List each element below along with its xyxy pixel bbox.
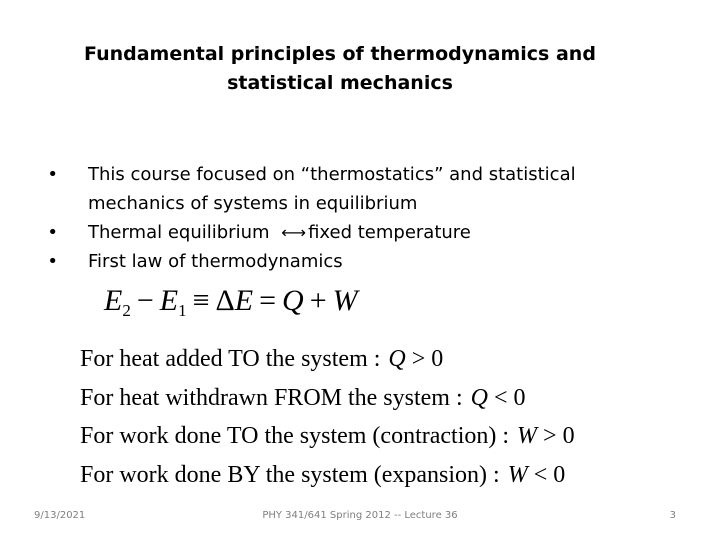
bullet-text: This course focused on “thermostatics” and statistical mechanics of systems in equilibrium [88, 164, 576, 214]
footer-page-number: 3 [669, 510, 676, 521]
bullet-text-part: fixed temperature [308, 222, 471, 243]
condition-row [80, 379, 575, 418]
eq-symbol: E [159, 284, 179, 317]
condition-val: 0 [553, 461, 566, 488]
bullet-list [30, 160, 670, 276]
bullet-text: First law of thermodynamics [88, 251, 343, 272]
condition-row [80, 456, 575, 495]
eq-symbol: Δ [215, 284, 235, 317]
eq-symbol: E [234, 284, 254, 317]
title-line-1: Fundamental principles of thermodynamics and [84, 43, 596, 65]
condition-rel: < [493, 384, 508, 411]
condition-val: 0 [562, 423, 575, 449]
condition-var: W [517, 423, 538, 449]
eq-symbol: W [332, 284, 358, 317]
condition-val: 0 [431, 346, 444, 372]
eq-operator: ≡ [192, 284, 210, 317]
condition-text: For work done TO the system (contraction) : [80, 423, 510, 449]
bullet-item [30, 247, 670, 276]
eq-symbol: E [104, 284, 123, 317]
eq-operator: + [309, 284, 327, 317]
eq-symbol: Q [282, 284, 304, 317]
condition-text: For work done BY the system (expansion) : [80, 461, 500, 488]
condition-rel: > [411, 346, 426, 372]
eq-subscript: 2 [122, 301, 131, 320]
condition-var: Q [388, 346, 406, 372]
condition-text: For heat withdrawn FROM the system : [80, 384, 463, 411]
eq-operator: − [136, 284, 154, 317]
condition-rel: > [543, 423, 557, 449]
first-law-equation [104, 284, 358, 321]
condition-row [80, 417, 575, 456]
footer-course: PHY 341/641 Spring 2012 -- Lecture 36 [262, 510, 458, 521]
bullet-item [30, 218, 670, 247]
condition-var: Q [470, 384, 488, 411]
bullet-text-part: Thermal equilibrium [88, 222, 276, 243]
double-arrow-icon: ←→ [281, 223, 305, 242]
bullet-icon: • [47, 222, 58, 243]
condition-rel: < [533, 461, 548, 488]
condition-row [80, 340, 575, 379]
condition-val: 0 [513, 384, 526, 411]
condition-var: W [507, 461, 528, 488]
footer-date: 9/13/2021 [34, 510, 86, 521]
bullet-icon: • [47, 164, 58, 185]
sign-conventions [80, 340, 575, 494]
bullet-icon: • [47, 251, 58, 272]
title-line-2: statistical mechanics [227, 72, 453, 94]
eq-operator: = [259, 284, 277, 317]
eq-subscript: 1 [178, 301, 187, 320]
slide-title [60, 40, 620, 98]
bullet-text [88, 218, 670, 247]
bullet-item [30, 160, 670, 218]
condition-text: For heat added TO the system : [80, 346, 381, 372]
